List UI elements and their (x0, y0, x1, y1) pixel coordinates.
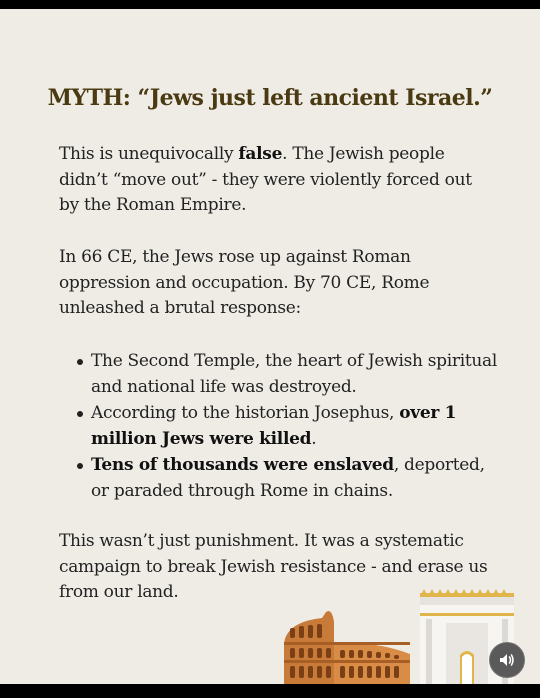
headline: MYTH: “Jews just left ancient Israel.” (47, 85, 493, 111)
intro-paragraph (59, 142, 489, 219)
colosseum-illustration (282, 604, 412, 684)
intro-text-c: . The Jewish people didn’t “move out” - they were violently forced out by the Roman Empire. (59, 144, 472, 215)
audio-toggle-button[interactable] (489, 642, 525, 678)
intro-emphasis: false (238, 144, 283, 164)
bullet-text: , deported, or paraded through Rome in chains. (91, 455, 485, 501)
conclusion-paragraph: This wasn’t just punishment. It was a systematic campaign to break Jewish resistance - and erase us from our land. (59, 531, 488, 602)
bullet-item-enslaved (59, 452, 499, 504)
bullet-text: The Second Temple, the heart of Jewish spiritual and national life was destroyed. (91, 351, 498, 397)
top-bar (0, 0, 540, 9)
bullet-list (59, 348, 499, 504)
bullet-item-josephus (59, 400, 499, 452)
bullet-text: According to the historian Josephus, (91, 403, 400, 423)
bullet-text: . (311, 429, 317, 449)
post-card (0, 9, 540, 684)
bottom-bar (0, 684, 540, 698)
bullet-emphasis: Tens of thousands were enslaved (91, 455, 394, 475)
bullet-item-temple (59, 348, 499, 400)
bullet-emphasis: over 1 million Jews were killed (91, 403, 457, 449)
context-paragraph: In 66 CE, the Jews rose up against Roman oppression and occupation. By 70 CE, Rome unleashed a brutal response: (59, 247, 430, 318)
speaker-icon (498, 651, 516, 669)
intro-text-a: This is unequivocally (59, 144, 239, 164)
